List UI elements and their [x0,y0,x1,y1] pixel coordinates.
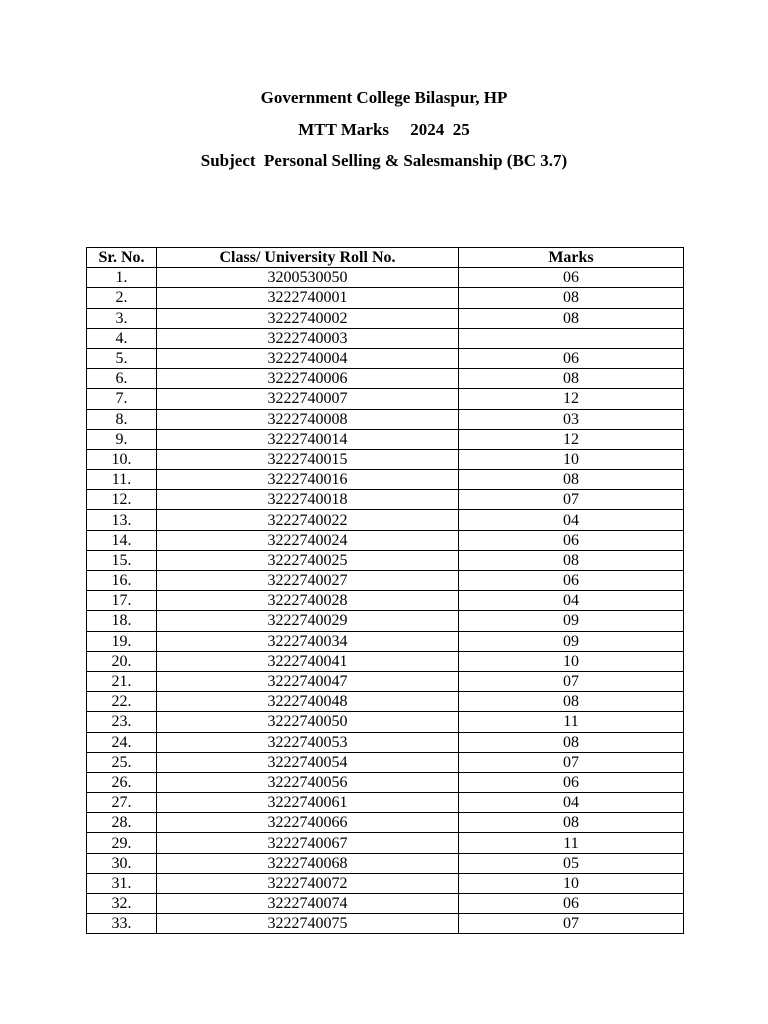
roll-no-cell: 3222740004 [157,348,459,368]
marks-cell: 11 [459,833,684,853]
marks-cell: 04 [459,591,684,611]
marks-cell: 12 [459,429,684,449]
roll-no-cell: 3222740072 [157,873,459,893]
table-row [87,369,684,389]
roll-no-cell: 3222740006 [157,369,459,389]
marks-cell: 10 [459,651,684,671]
sr-no-cell: 26. [87,772,157,792]
roll-no-cell: 3200530050 [157,268,459,288]
marks-cell: 03 [459,409,684,429]
sr-no-cell: 8. [87,409,157,429]
roll-no-cell: 3222740068 [157,853,459,873]
roll-no-cell: 3222740014 [157,429,459,449]
sr-no-cell: 3. [87,308,157,328]
table-row [87,671,684,691]
marks-table-header [87,248,684,268]
table-row [87,813,684,833]
table-row [87,611,684,631]
table-row [87,490,684,510]
roll-no-cell: 3222740066 [157,813,459,833]
table-row [87,692,684,712]
sr-no-cell: 27. [87,793,157,813]
roll-no-cell: 3222740001 [157,288,459,308]
marks-cell: 08 [459,692,684,712]
table-row [87,308,684,328]
table-row [87,591,684,611]
marks-cell: 06 [459,348,684,368]
marks-cell [459,328,684,348]
sr-no-cell: 11. [87,470,157,490]
roll-no-cell: 3222740003 [157,328,459,348]
roll-no-cell: 3222740034 [157,631,459,651]
roll-no-cell: 3222740047 [157,671,459,691]
exam-title: MTT Marks 2024 25 [298,120,470,139]
table-row [87,752,684,772]
table-row [87,470,684,490]
roll-no-cell: 3222740048 [157,692,459,712]
table-row [87,712,684,732]
marks-cell: 08 [459,550,684,570]
marks-cell: 10 [459,873,684,893]
roll-no-cell: 3222740025 [157,550,459,570]
marks-cell: 09 [459,631,684,651]
sr-no-cell: 22. [87,692,157,712]
table-row [87,449,684,469]
marks-cell: 08 [459,369,684,389]
marks-cell: 06 [459,530,684,550]
table-row [87,510,684,530]
table-row [87,429,684,449]
table-row [87,631,684,651]
roll-no-cell: 3222740054 [157,752,459,772]
marks-table [86,247,684,934]
marks-table-body [87,268,684,934]
header-marks: Marks [459,248,684,268]
marks-cell: 08 [459,288,684,308]
roll-no-cell: 3222740050 [157,712,459,732]
roll-no-cell: 3222740008 [157,409,459,429]
marks-cell: 10 [459,449,684,469]
sr-no-cell: 30. [87,853,157,873]
table-row [87,833,684,853]
sr-no-cell: 14. [87,530,157,550]
roll-no-cell: 3222740015 [157,449,459,469]
sr-no-cell: 12. [87,490,157,510]
sr-no-cell: 16. [87,571,157,591]
table-row [87,530,684,550]
roll-no-cell: 3222740056 [157,772,459,792]
sr-no-cell: 2. [87,288,157,308]
sr-no-cell: 4. [87,328,157,348]
table-row [87,268,684,288]
sr-no-cell: 17. [87,591,157,611]
sr-no-cell: 25. [87,752,157,772]
roll-no-cell: 3222740024 [157,530,459,550]
marks-cell: 05 [459,853,684,873]
roll-no-cell: 3222740002 [157,308,459,328]
roll-no-cell: 3222740029 [157,611,459,631]
table-row [87,793,684,813]
marks-cell: 12 [459,389,684,409]
roll-no-cell: 3222740027 [157,571,459,591]
table-row [87,732,684,752]
marks-cell: 04 [459,510,684,530]
sr-no-cell: 23. [87,712,157,732]
sr-no-cell: 28. [87,813,157,833]
marks-cell: 04 [459,793,684,813]
table-row [87,348,684,368]
marks-cell: 06 [459,268,684,288]
table-row [87,409,684,429]
marks-cell: 07 [459,914,684,934]
table-row [87,651,684,671]
roll-no-cell: 3222740022 [157,510,459,530]
marks-cell: 08 [459,813,684,833]
roll-no-cell: 3222740028 [157,591,459,611]
sr-no-cell: 6. [87,369,157,389]
table-row [87,873,684,893]
table-row [87,328,684,348]
roll-no-cell: 3222740018 [157,490,459,510]
marks-cell: 07 [459,671,684,691]
sr-no-cell: 24. [87,732,157,752]
marks-cell: 07 [459,752,684,772]
marks-cell: 06 [459,772,684,792]
roll-no-cell: 3222740007 [157,389,459,409]
marks-cell: 08 [459,470,684,490]
sr-no-cell: 19. [87,631,157,651]
sr-no-cell: 18. [87,611,157,631]
roll-no-cell: 3222740061 [157,793,459,813]
header-row [87,248,684,268]
header-sr-no: Sr. No. [87,248,157,268]
marks-cell: 06 [459,571,684,591]
roll-no-cell: 3222740016 [157,470,459,490]
sr-no-cell: 7. [87,389,157,409]
sr-no-cell: 5. [87,348,157,368]
sr-no-cell: 9. [87,429,157,449]
sr-no-cell: 32. [87,894,157,914]
roll-no-cell: 3222740053 [157,732,459,752]
table-row [87,894,684,914]
table-row [87,550,684,570]
table-row [87,853,684,873]
roll-no-cell: 3222740074 [157,894,459,914]
table-row [87,914,684,934]
college-title: Government College Bilaspur, HP [260,88,508,107]
sr-no-cell: 10. [87,449,157,469]
sr-no-cell: 21. [87,671,157,691]
table-row [87,772,684,792]
table-row [87,288,684,308]
subject-title: Subject Personal Selling & Salesmanship (BC 3.7) [200,151,568,170]
sr-no-cell: 20. [87,651,157,671]
header-roll-no: Class/ University Roll No. [157,248,459,268]
table-row [87,571,684,591]
roll-no-cell: 3222740075 [157,914,459,934]
marks-cell: 08 [459,732,684,752]
sr-no-cell: 15. [87,550,157,570]
sr-no-cell: 13. [87,510,157,530]
table-row [87,389,684,409]
marks-cell: 06 [459,894,684,914]
marks-cell: 11 [459,712,684,732]
sr-no-cell: 33. [87,914,157,934]
marks-cell: 08 [459,308,684,328]
roll-no-cell: 3222740067 [157,833,459,853]
sr-no-cell: 1. [87,268,157,288]
roll-no-cell: 3222740041 [157,651,459,671]
sr-no-cell: 29. [87,833,157,853]
marks-cell: 09 [459,611,684,631]
sr-no-cell: 31. [87,873,157,893]
marks-cell: 07 [459,490,684,510]
